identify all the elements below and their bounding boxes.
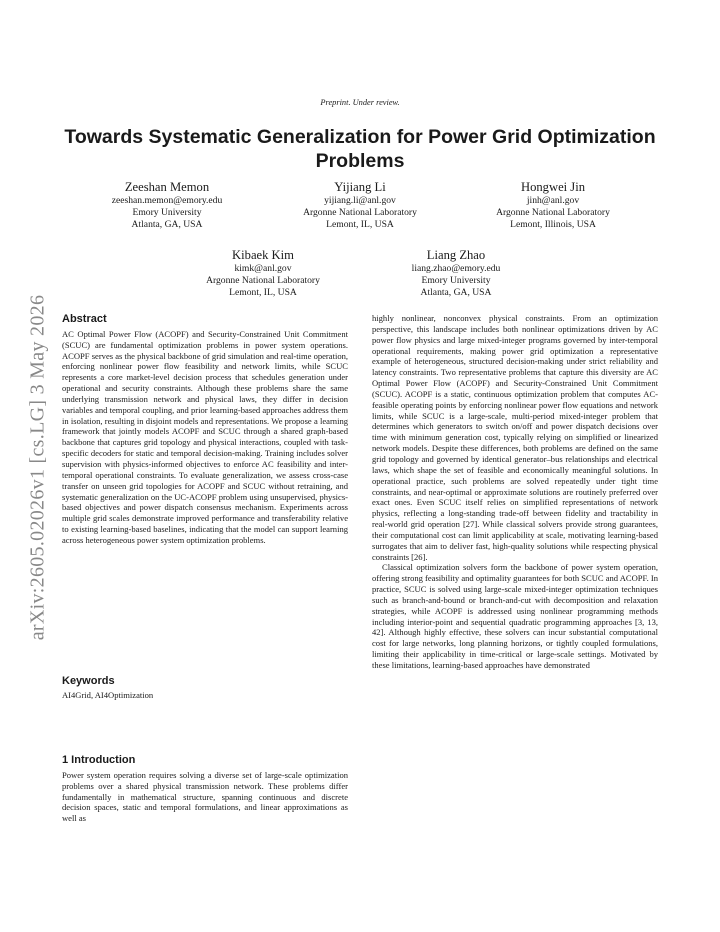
author-location: Lemont, IL, USA <box>229 287 297 298</box>
author-name: Zeeshan Memon <box>124 180 210 194</box>
right-column <box>372 313 658 671</box>
author-name: Kibaek Kim <box>232 248 294 262</box>
author-location: Lemont, Illinois, USA <box>510 219 596 230</box>
author-name: Liang Zhao <box>426 248 486 262</box>
introduction-section <box>62 755 348 824</box>
title-line-1: Towards Systematic Generalization for Power Grid Optimization <box>64 126 656 148</box>
author-email: liang.zhao@emory.edu <box>411 263 501 274</box>
title-line-2: Problems <box>315 150 405 172</box>
intro-paragraph-1-cont: highly nonlinear, nonconvex physical constraints. From an optimization perspective, this landscape includes both nonlinear optimizations driven by AC power flow physics and large mixed-integer programs governed by inter-temporal operational requirements, making power grid optimization a representative example of heterogeneous, structured decision-making under strict reliability and latency constraints. Two representative problems that capture this diversity are AC Optimal Power Flow (ACOPF) and Security-Constrained Unit Commitment (SCUC). ACOPF is a static, continuous optimization problem that computes AC-feasible operating points by enforcing nonlinear power flow equations and network limits, while SCUC is a large-scale, multi-period mixed-integer problem that determines which generators to switch on/off and power dispatch decisions over time with minimum generation cost, typically relying on simplified or linearized network models. Despite these differences, both problems are defined on the same grid topology and governed by identical generator–bus relationships and electrical laws, which shape the set of feasible and economically meaningful solutions. In operational practice, such problems are solved repeatedly under tight time constraints, and near-optimal or approximate solutions are routinely preferred over exact ones. Even SCUC itself relies on simplified representations of network physics, reflecting a long-standing trade-off between fidelity and tractability in real-world grid operation [27]. While classical solvers provide strong guarantees, their computational cost can limit applicability at scale, motivating learning-based surrogates that aim to deliver fast, high-quality solutions while respecting physical constraints [26]. <box>372 313 658 562</box>
author-affiliation: Emory University <box>421 275 491 286</box>
left-column <box>62 314 348 546</box>
author-email: jinh@anl.gov <box>526 195 580 206</box>
author-email: zeeshan.memon@emory.edu <box>111 195 223 206</box>
author-location: Atlanta, GA, USA <box>420 287 492 298</box>
keywords-text: AI4Grid, AI4Optimization <box>62 689 154 700</box>
author-affiliation: Argonne National Laboratory <box>496 207 610 218</box>
preprint-notice: Preprint. Under review. <box>320 98 400 107</box>
keywords-heading: Keywords <box>62 675 115 687</box>
keywords-section <box>62 676 348 701</box>
abstract-text: AC Optimal Power Flow (ACOPF) and Security-Constrained Unit Commitment (SCUC) are fundamental optimization problems in power system operations. ACOPF serves as the physical backbone of grid simulation and real-time operation, enforcing nonlinear power flow feasibility and network limits, while SCUC represents a core market-level decision process that schedules generation under operational and security constraints. Although these problems share the same underlying transmission network and physical laws, they differ in decision variables and temporal coupling, and prior learning-based approaches address them in isolation, resulting in disjoint models and representations. We propose a learning framework that jointly models ACOPF and SCUC through a shared graph-based backbone that captures grid topology and physical interactions, coupled with task-specific decoders for static and temporal decision-making. Training includes solver supervision with physics-informed objectives to enforce AC feasibility and inter-temporal operational constraints. To evaluate generalization, we assess cross-case transfer on unseen grid topologies for ACOPF and SCUC without retraining, and systematic generalization on the UC-ACOPF problem using unsupervised, physics-based objectives and power dispatch consensus mechanism. Experiments across multiple grid scales demonstrate improved performance and transferability relative to existing learning-based baselines, indicating that the model can support learning across heterogeneous power system optimization problems. <box>62 328 348 545</box>
arxiv-identifier: arXiv:2605.02026v1 [cs.LG] 3 May 2026 <box>26 294 49 641</box>
author-block <box>153 248 373 299</box>
author-name: Hongwei Jin <box>520 180 585 194</box>
author-affiliation: Argonne National Laboratory <box>303 207 417 218</box>
abstract-heading: Abstract <box>62 313 107 325</box>
author-block <box>57 180 277 231</box>
author-location: Lemont, IL, USA <box>326 219 394 230</box>
author-name: Yijiang Li <box>334 180 386 194</box>
intro-paragraph-2: Classical optimization solvers form the backbone of power system operation, offering strong feasibility and optimality guarantees for both SCUC and ACOPF. In practice, SCUC is solved using large-scale mixed-integer optimization techniques such as branch-and-bound or branch-and-cut with decomposition and relaxation strategies, while ACOPF is addressed using nonlinear programming methods including interior-point and sequential quadratic programming approaches [3, 13, 42]. Although highly effective, these solvers can incur substantial computational cost for large networks, long planning horizons, or tightly coupled formulations, limiting their applicability in time-critical or large-scale settings. Motivated by these limitations, learning-based approaches have demonstrated <box>372 562 658 670</box>
introduction-heading: 1 Introduction <box>62 754 136 766</box>
author-block <box>250 180 470 231</box>
author-affiliation: Emory University <box>132 207 202 218</box>
author-block <box>346 248 566 299</box>
paper-title <box>40 125 680 173</box>
author-email: kimk@anl.gov <box>234 263 292 274</box>
intro-paragraph-1-start: Power system operation requires solving a diverse set of large-scale optimization problems over a shared physical transmission network. These problems differ fundamentally in mathematical structure, spanning continuous and discrete decision spaces, static and temporal formulations, and linear approximations as well as <box>62 769 348 824</box>
author-block <box>443 180 663 231</box>
author-affiliation: Argonne National Laboratory <box>206 275 320 286</box>
author-email: yijiang.li@anl.gov <box>324 195 396 206</box>
author-location: Atlanta, GA, USA <box>131 219 203 230</box>
